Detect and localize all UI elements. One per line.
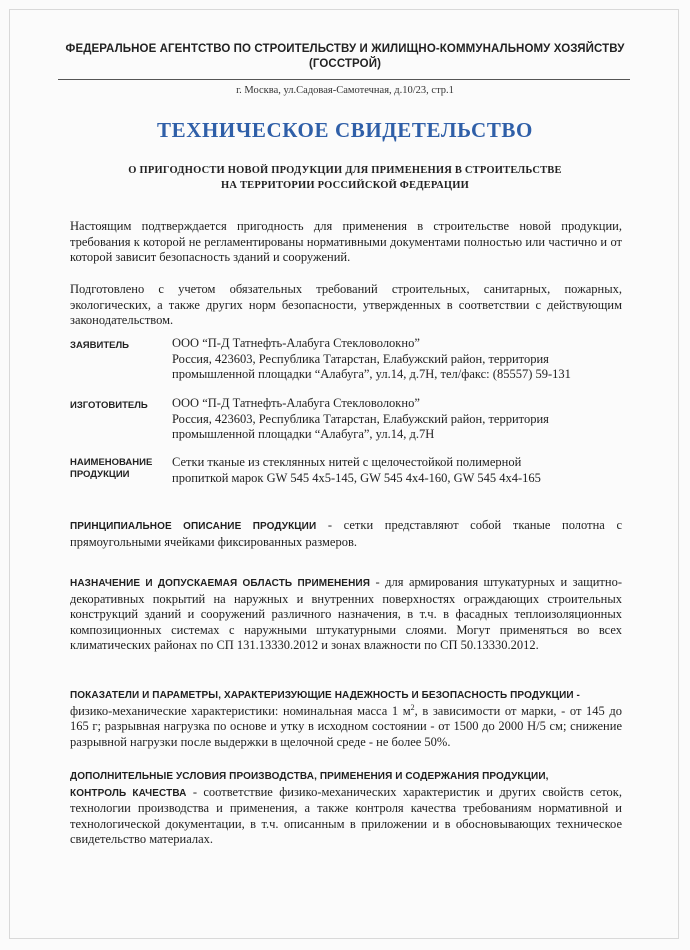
document-title: ТЕХНИЧЕСКОЕ СВИДЕТЕЛЬСТВО [157,118,533,142]
manufacturer-line-3: промышленной площадки “Алабуга”, ул.14, д.7Н [172,427,435,442]
purpose-text: - для армирования штукатурных и защитно-декоративных покрытий на наружных и внутренних поверхностях ограждающих строительных конструкций зданий и сооружений различного назначения, в т.ч. в фасадных теплоизоляционных композиционных системах с наружными штукатурными слоями. Могут применяться во всех климатических районах по СП 131.13330.2012 и зонах влажности по СП 50.13330.2012. [70,575,622,653]
document-subtitle [0,163,690,193]
intro-paragraph: Настоящим подтверждается пригодность для применения в строительстве новой продукции, требования к которой не регламентированы нормативными документами полностью или частично и от которой зависит безопасность зданий и сооружений. [70,219,622,265]
parameters-heading: ПОКАЗАТЕЛИ И ПАРАМЕТРЫ, ХАРАКТЕРИЗУЮЩИЕ НАДЕЖНОСТЬ И БЕЗОПАСНОСТЬ ПРОДУКЦИИ [70,690,574,701]
additional-section [70,768,622,848]
parameters-superscript: 2 [410,702,415,712]
agency-address: г. Москва, ул.Садовая-Самотечная, д.10/23, стр.1 [236,85,454,96]
product-line-1: Сетки тканые из стеклянных нитей с щелочестойкой полимерной [172,455,522,469]
description-text: - сетки представляют собой тканые полотна с прямоугольными ячейками фиксированных размеров. [70,518,622,549]
product-label-line-2: ПРОДУКЦИИ [70,469,130,480]
agency-name: ФЕДЕРАЛЬНОЕ АГЕНТСТВО ПО СТРОИТЕЛЬСТВУ И ЖИЛИЩНО-КОММУНАЛЬНОМУ ХОЗЯЙСТВУ (ГОССТРОЙ) [65,43,625,70]
additional-heading-line-2: КОНТРОЛЬ КАЧЕСТВА [70,787,187,799]
applicant-line-2: Россия, 423603, Республика Татарстан, Елабужский район, территория [172,351,549,366]
manufacturer-label: ИЗГОТОВИТЕЛЬ [70,400,148,411]
subtitle-line-1: О ПРИГОДНОСТИ НОВОЙ ПРОДУКЦИИ ДЛЯ ПРИМЕНЕНИЯ В СТРОИТЕЛЬСТВЕ [128,165,562,176]
applicant-line-1: ООО “П-Д Татнефть-Алабуга Стекловолокно” [172,336,420,350]
product-line-2: пропиткой марок GW 545 4х5-145, GW 545 4х4-160, GW 545 4х4-165 [172,470,541,485]
description-heading: ПРИНЦИПИАЛЬНОЕ ОПИСАНИЕ ПРОДУКЦИИ [70,521,317,532]
header-divider [58,79,630,80]
subtitle-line-2: НА ТЕРРИТОРИИ РОССИЙСКОЙ ФЕДЕРАЦИИ [220,180,470,191]
product-label-line-1: НАИМЕНОВАНИЕ [70,457,153,468]
parameters-section [70,687,622,750]
manufacturer-value [172,396,622,443]
parameters-dash: - [573,690,580,701]
parameters-text-after: , в зависимости от марки, - от 145 до 165 г; разрывная нагрузка по основе и утку в исходном состоянии - от 1500 до 2000 Н/5 см; снижение разрывной нагрузки после выдержки в щелочной среде - не более 50%. [70,703,622,749]
applicant-label: ЗАЯВИТЕЛЬ [70,340,129,351]
purpose-section [70,575,622,654]
purpose-heading: НАЗНАЧЕНИЕ И ДОПУСКАЕМАЯ ОБЛАСТЬ ПРИМЕНЕНИЯ [70,578,370,589]
product-value [172,455,622,486]
description-section [70,518,622,550]
applicant-value [172,336,622,383]
product-label [70,457,170,481]
additional-text: - соответствие физико-механических характеристик и других свойств сеток, технологии производства и применения, а также контроля качества требованиям нормативной и технологической документации, в т.ч. описанным в приложении и в обосновывающих техническое свидетельство материалах. [70,784,623,847]
parameters-text-before: физико-механические характеристики: номинальная масса 1 м [70,703,411,718]
manufacturer-line-2: Россия, 423603, Республика Татарстан, Елабужский район, территория [172,411,549,426]
prepared-paragraph: Подготовлено с учетом обязательных требований строительных, санитарных, пожарных, экологических, а также других норм безопасности, утвержденных в соответствии с действующим законодательством. [70,282,622,328]
additional-heading-line-1: ДОПОЛНИТЕЛЬНЫЕ УСЛОВИЯ ПРОИЗВОДСТВА, ПРИМЕНЕНИЯ И СОДЕРЖАНИЯ ПРОДУКЦИИ, [70,771,549,782]
applicant-line-3: промышленной площадки “Алабуга”, ул.14, д.7Н, тел/факс: (85557) 59-131 [172,367,571,382]
manufacturer-line-1: ООО “П-Д Татнефть-Алабуга Стекловолокно” [172,396,420,410]
